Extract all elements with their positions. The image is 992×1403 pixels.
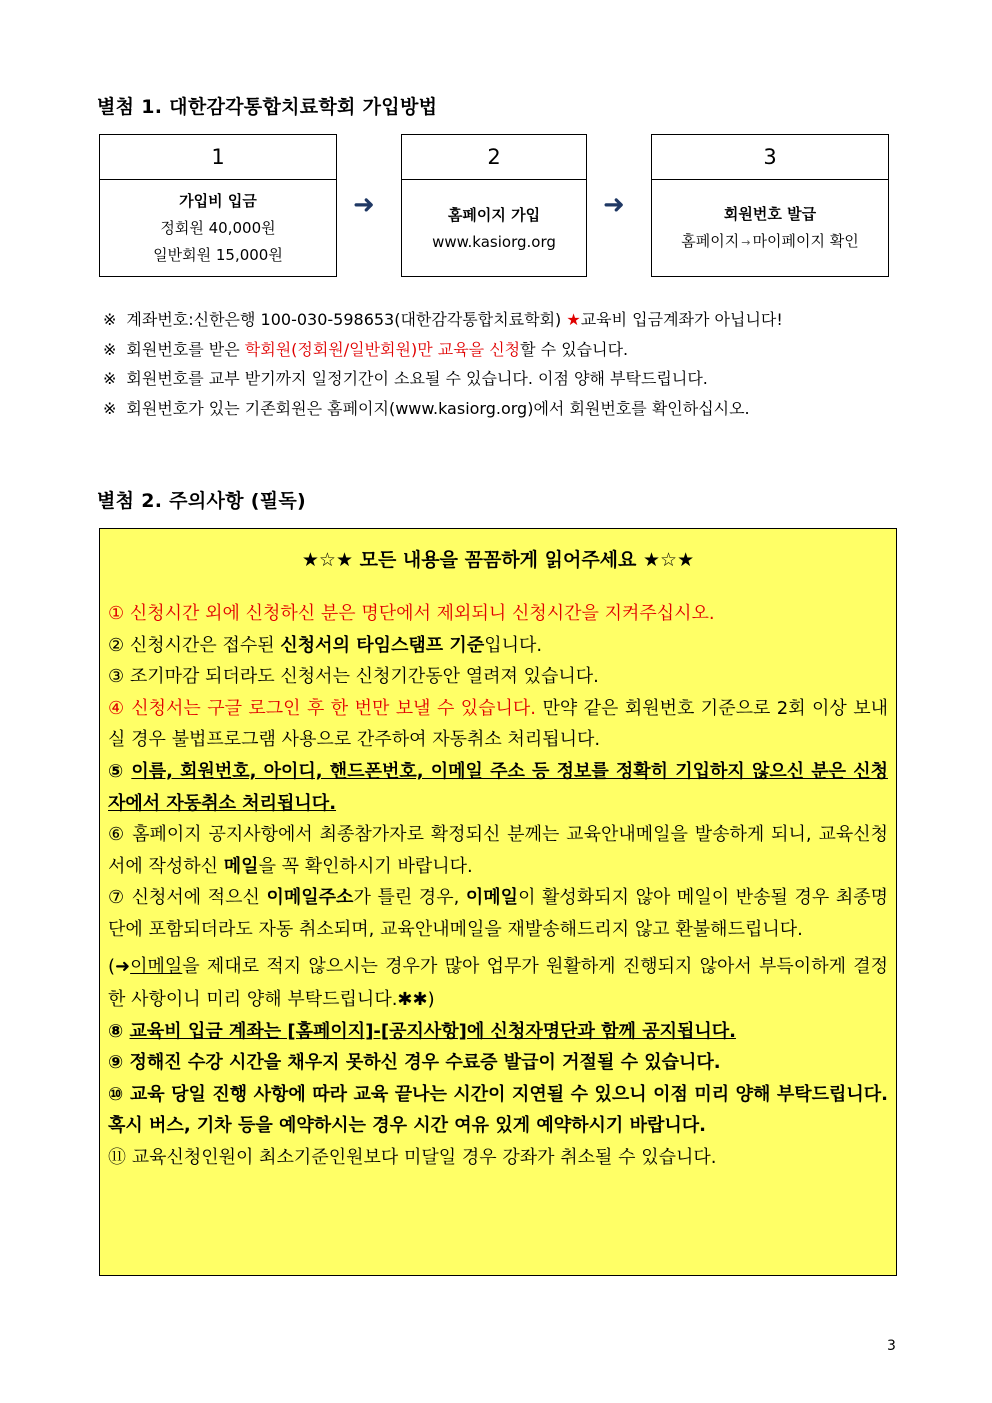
step-line: www.kasiorg.org bbox=[432, 232, 556, 251]
step-number: 1 bbox=[100, 135, 336, 180]
item-bold: 메일 bbox=[223, 855, 259, 877]
step-box-1 bbox=[99, 134, 337, 277]
item-underline: 이름, 회원번호, 아이디, 핸드폰번호, 이메일 주소 등 정보를 정확히 기입하지 않으신 분은 신청자에서 자동취소 처리됩니다. bbox=[108, 760, 888, 814]
notice-item-6 bbox=[108, 819, 888, 882]
note-mark: ※ bbox=[103, 339, 117, 359]
step-title: 홈페이지 가입 bbox=[447, 205, 541, 224]
item-text: ⑥ 홈페이지 공지사항에서 최종참가자로 확정되신 분께는 교육안내메일을 발송하게 되니, 교육신청서에 작성하신 bbox=[108, 824, 888, 877]
notice-item-1: ① 신청시간 외에 신청하신 분은 명단에서 제외되니 신청시간을 지켜주십시오. bbox=[108, 603, 715, 624]
notice-item-10: ⑩ 교육 당일 진행 사항에 따라 교육 끝나는 시간이 지연될 수 있으니 이점 미리 양해 부탁드립니다. 혹시 버스, 기차 등을 예약하시는 경우 시간 여유 있게 예약하시기 바랍니다. bbox=[108, 1083, 888, 1137]
step-line bbox=[681, 228, 858, 256]
notice-item-5 bbox=[108, 756, 888, 819]
note-text: 교육비 입금계좌가 아닙니다! bbox=[580, 310, 783, 329]
step-line: 일반회원 15,000원 bbox=[153, 246, 283, 264]
item-red: ④ 신청서는 구글 로그인 후 한 번만 보낼 수 있습니다. bbox=[108, 697, 537, 719]
step-title: 회원번호 발급 bbox=[723, 205, 817, 223]
item-text: ⑦ 신청서에 적으신 bbox=[108, 887, 267, 909]
note-item bbox=[103, 335, 783, 365]
note-item bbox=[103, 364, 783, 394]
item-text: 을 제대로 적지 않으시는 경우가 많아 업무가 원활하게 진행되지 않아서 부득이하게 결정한 사항이니 미리 양해 부탁드립니다.✱✱) bbox=[108, 955, 888, 1010]
item-text: 을 꼭 확인하시기 바랍니다. bbox=[258, 855, 473, 877]
note-mark: ※ bbox=[103, 398, 117, 418]
notes-list bbox=[103, 305, 783, 423]
notice-item-8 bbox=[108, 1016, 888, 1048]
item-underline: 교육비 입금 계좌는 [홈페이지]-[공지사항]에 신청자명단과 함께 공지됩니다. bbox=[129, 1020, 736, 1042]
item-bold: 이메일 bbox=[465, 887, 519, 909]
step-line: 정회원 40,000원 bbox=[160, 219, 276, 237]
notice-box bbox=[99, 528, 897, 1276]
note-text: 회원번호를 받은 bbox=[126, 339, 245, 359]
note-text: 회원번호를 교부 받기까지 일정기간이 소요될 수 있습니다. 이점 양해 부탁드립니다. bbox=[126, 369, 708, 388]
note-item bbox=[103, 305, 783, 335]
item-text: ( bbox=[108, 955, 116, 977]
step-title: 가입비 입금 bbox=[179, 192, 257, 210]
item-text: 입니다. bbox=[484, 634, 543, 656]
item-num: ⑧ bbox=[108, 1020, 130, 1042]
item-bold: 이메일주소 bbox=[266, 887, 354, 909]
section1-heading: 별첨 1. 대한감각통합치료학회 가입방법 bbox=[97, 96, 438, 118]
note-text: 계좌번호:신한은행 100-030-598653(대한감각통합치료학회) bbox=[126, 310, 567, 329]
step-number: 2 bbox=[402, 135, 586, 180]
mini-arrow-icon: → bbox=[741, 236, 751, 249]
notice-item-7 bbox=[108, 882, 888, 945]
note-highlight: 학회원(정회원/일반회원)만 교육을 신청 bbox=[244, 339, 521, 359]
item-num: ⑤ bbox=[108, 760, 132, 782]
section2-heading: 별첨 2. 주의사항 (필독) bbox=[97, 490, 306, 512]
notice-item-11: ⑪ 교육신청인원이 최소기준인원보다 미달일 경우 강좌가 취소될 수 있습니다. bbox=[108, 1146, 717, 1168]
item-text: 이 활성화되지 않아 메일이 반송될 경우 최종명단에 포함되더라도 자동 취소되며, 교육안내메일을 재발송해드리지 않고 환불해드립니다. bbox=[108, 887, 888, 940]
item-underline: 이메일 bbox=[130, 955, 183, 977]
step-line-a: 홈페이지 bbox=[681, 232, 740, 250]
item-text: ② 신청시간은 접수된 bbox=[108, 634, 281, 656]
note-mark: ※ bbox=[103, 310, 117, 329]
notice-item-3: ③ 조기마감 되더라도 신청서는 신청기간동안 열려져 있습니다. bbox=[108, 666, 599, 688]
step-line-b: 마이페이지 확인 bbox=[752, 232, 859, 250]
notice-item-7-note bbox=[108, 950, 888, 1016]
star-icon: ★ bbox=[566, 310, 581, 329]
notice-item-4 bbox=[108, 693, 888, 756]
arrow-right-icon: ➜ bbox=[115, 955, 131, 977]
note-text: 할 수 있습니다. bbox=[520, 339, 629, 359]
item-text: 가 틀린 경우, bbox=[353, 887, 466, 909]
notice-item-9: ⑨ 정해진 수강 시간을 채우지 못하신 경우 수료증 발급이 거절될 수 있습니다. bbox=[108, 1052, 721, 1074]
arrow-right-icon: ➜ bbox=[353, 190, 375, 220]
step-number: 3 bbox=[652, 135, 888, 180]
note-mark: ※ bbox=[103, 369, 117, 388]
note-text: 회원번호가 있는 기존회원은 홈페이지(www.kasiorg.org)에서 회원번호를 확인하십시오. bbox=[126, 398, 750, 418]
notice-title: ★☆★ 모든 내용을 꼼꼼하게 읽어주세요 ★☆★ bbox=[301, 549, 695, 571]
step-box-3 bbox=[651, 134, 889, 277]
item-bold: 신청서의 타임스탬프 기준 bbox=[280, 634, 485, 656]
notice-item-2 bbox=[108, 630, 888, 662]
note-item bbox=[103, 394, 783, 424]
step-box-2 bbox=[401, 134, 587, 277]
arrow-right-icon: ➜ bbox=[603, 190, 625, 220]
page-number: 3 bbox=[887, 1338, 896, 1354]
item-text: 만약 같은 회원번호 기준으로 2회 이상 보내실 경우 불법프로그램 사용으로 간주하여 자동취소 처리됩니다. bbox=[108, 697, 888, 751]
